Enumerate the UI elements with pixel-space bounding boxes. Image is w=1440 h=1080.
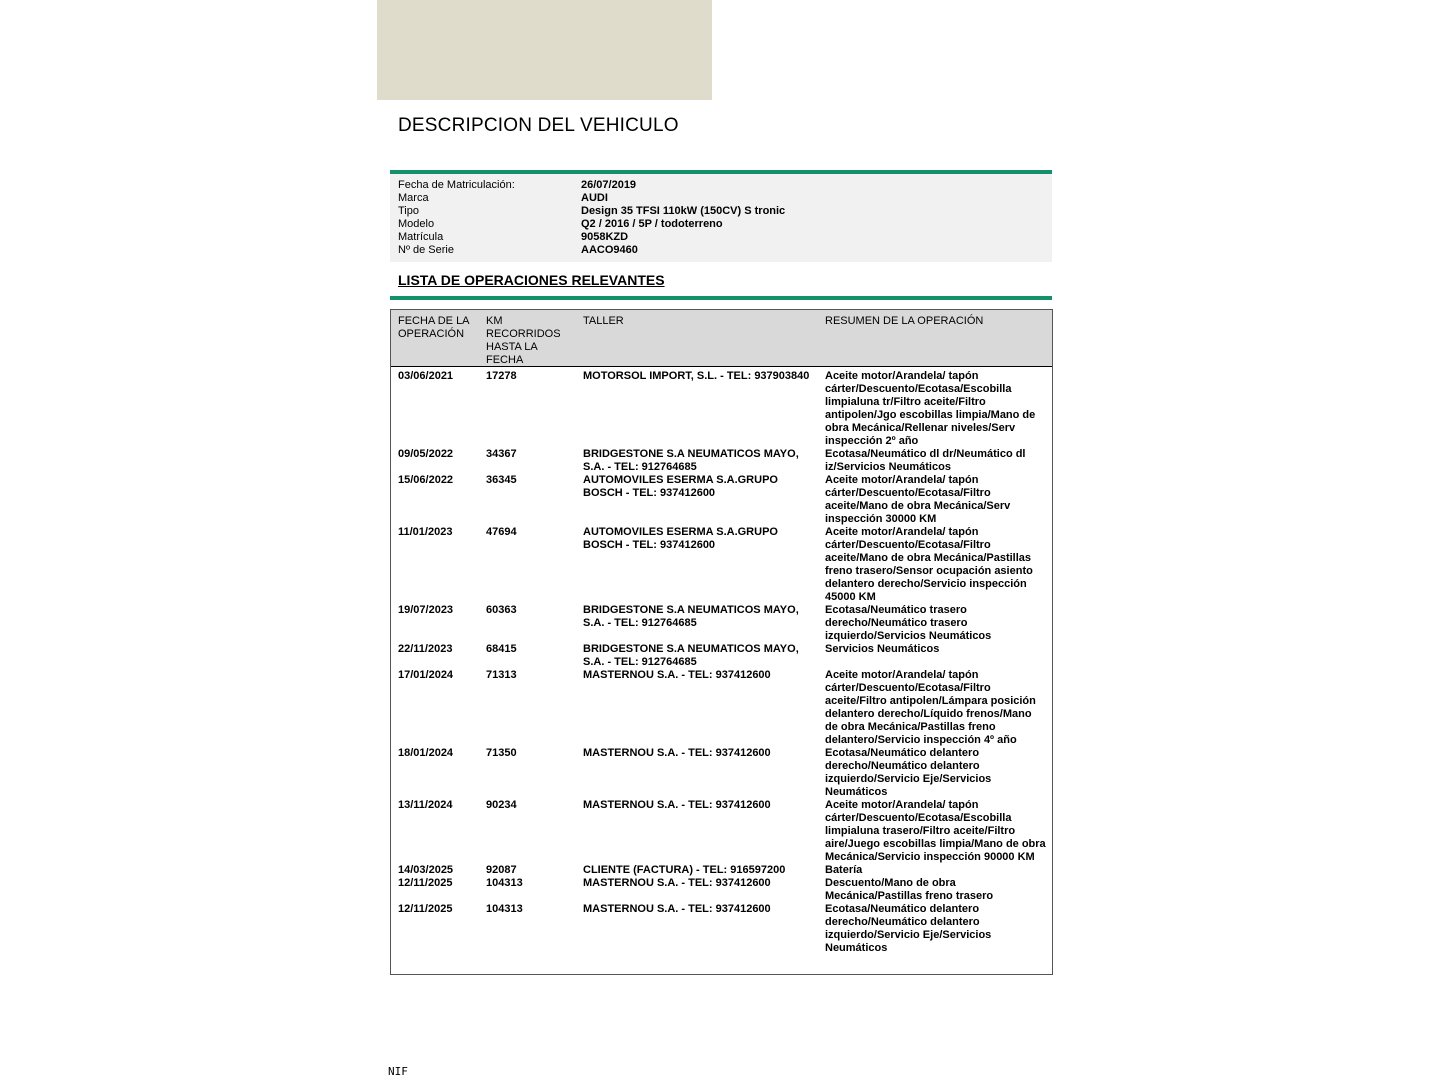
operation-date: 11/01/2023 <box>398 526 453 538</box>
operation-date: 15/06/2022 <box>398 474 454 486</box>
operation-summary: Descuento/Mano de obra Mecánica/Pastillas freno trasero <box>825 877 994 902</box>
vehicle-details <box>390 174 1052 262</box>
operation-summary: Aceite motor/Arandela/ tapón cárter/Descuento/Ecotasa/Filtro aceite/Mano de obra Mecánica/Serv inspección 30000 KM <box>825 474 1011 525</box>
operation-workshop: AUTOMOVILES ESERMA S.A.GRUPO BOSCH - TEL: 937412600 <box>583 526 778 551</box>
operation-date: 19/07/2023 <box>398 604 454 616</box>
operation-workshop: MOTORSOL IMPORT, S.L. - TEL: 937903840 <box>583 370 810 382</box>
operation-km: 90234 <box>486 799 517 811</box>
operation-summary: Aceite motor/Arandela/ tapón cárter/Descuento/Ecotasa/Filtro aceite/Mano de obra Mecánica/Pastillas freno trasero/Sensor ocupación asiento delantero derecho/Servicio inspección 45000 KM <box>825 526 1033 603</box>
operation-summary: Ecotasa/Neumático trasero derecho/Neumático trasero izquierdo/Servicios Neumáticos <box>825 604 992 642</box>
operation-km: 36345 <box>486 474 517 486</box>
column-header-km: KM RECORRIDOS HASTA LA FECHA <box>486 315 561 366</box>
operation-summary: Ecotasa/Neumático delantero derecho/Neumático delantero izquierdo/Servicio Eje/Servicios Neumáticos <box>825 903 992 954</box>
vehicle-value: AUDI <box>581 192 608 204</box>
operation-summary: Ecotasa/Neumático dl dr/Neumático dl iz/Servicios Neumáticos <box>825 448 1026 473</box>
operation-date: 17/01/2024 <box>398 669 454 681</box>
operation-date: 18/01/2024 <box>398 747 454 759</box>
operation-summary: Aceite motor/Arandela/ tapón cárter/Descuento/Ecotasa/Escobilla limpialuna trasero/Filtro aceite/Filtro aire/Juego escobillas limpia/Mano de obra Mecánica/Servicio inspección 90000 KM <box>825 799 1046 863</box>
table-row <box>391 643 1052 669</box>
operation-km: 92087 <box>486 864 517 876</box>
operation-workshop: AUTOMOVILES ESERMA S.A.GRUPO BOSCH - TEL: 937412600 <box>583 474 778 499</box>
operation-workshop: CLIENTE (FACTURA) - TEL: 916597200 <box>583 864 786 876</box>
operation-summary: Ecotasa/Neumático delantero derecho/Neumático delantero izquierdo/Servicio Eje/Servicios Neumáticos <box>825 747 992 798</box>
operation-workshop: BRIDGESTONE S.A NEUMATICOS MAYO, S.A. - TEL: 912764685 <box>583 643 799 668</box>
operation-date: 12/11/2025 <box>398 903 453 915</box>
operation-workshop: BRIDGESTONE S.A NEUMATICOS MAYO, S.A. - TEL: 912764685 <box>583 448 799 473</box>
operation-km: 71313 <box>486 669 517 681</box>
operations-section-title: LISTA DE OPERACIONES RELEVANTES <box>398 272 665 288</box>
operation-km: 68415 <box>486 643 517 655</box>
operation-workshop: MASTERNOU S.A. - TEL: 937412600 <box>583 669 771 681</box>
vehicle-value: 9058KZD <box>581 231 629 243</box>
logo-placeholder <box>377 0 712 100</box>
vehicle-value: 26/07/2019 <box>581 179 637 191</box>
operations-table-body <box>391 370 1052 955</box>
table-row <box>391 448 1052 474</box>
table-row <box>391 526 1052 604</box>
operation-date: 12/11/2025 <box>398 877 453 889</box>
column-header-resumen: RESUMEN DE LA OPERACIÓN <box>825 315 984 327</box>
operation-km: 60363 <box>486 604 517 616</box>
operation-workshop: MASTERNOU S.A. - TEL: 937412600 <box>583 903 771 915</box>
operation-date: 13/11/2024 <box>398 799 453 811</box>
vehicle-value: Design 35 TFSI 110kW (150CV) S tronic <box>581 205 786 217</box>
operation-summary: Batería <box>825 864 863 876</box>
operation-summary: Aceite motor/Arandela/ tapón cárter/Descuento/Ecotasa/Filtro aceite/Filtro antipolen/Lámpara posición delantero derecho/Líquido frenos/Mano de obra Mecánica/Pastillas freno delantero/Servicio inspección 4º año <box>825 669 1036 746</box>
table-row <box>391 669 1052 747</box>
column-header-fecha: FECHA DE LA OPERACIÓN <box>398 315 469 340</box>
operations-table-header <box>391 310 1052 367</box>
table-row <box>391 903 1052 955</box>
operation-date: 09/05/2022 <box>398 448 454 460</box>
footer-nif: NIF <box>388 1065 408 1078</box>
vehicle-label: Modelo <box>398 218 435 230</box>
operation-date: 22/11/2023 <box>398 643 453 655</box>
operation-workshop: MASTERNOU S.A. - TEL: 937412600 <box>583 877 771 889</box>
vehicle-label: Tipo <box>398 205 419 217</box>
table-row <box>391 799 1052 864</box>
vehicle-value: AACO9460 <box>581 244 638 256</box>
table-row <box>391 474 1052 526</box>
operation-km: 34367 <box>486 448 517 460</box>
table-row <box>391 604 1052 643</box>
vehicle-label: Fecha de Matriculación: <box>398 179 515 191</box>
operation-date: 14/03/2025 <box>398 864 454 876</box>
operation-km: 71350 <box>486 747 517 759</box>
vehicle-label: Nº de Serie <box>398 244 454 256</box>
operation-workshop: MASTERNOU S.A. - TEL: 937412600 <box>583 747 771 759</box>
vehicle-value: Q2 / 2016 / 5P / todoterreno <box>581 218 723 230</box>
table-row <box>391 864 1052 877</box>
column-header-taller: TALLER <box>583 315 624 327</box>
vehicle-label: Marca <box>398 192 429 204</box>
operation-km: 104313 <box>486 877 523 889</box>
section-divider-operations <box>390 296 1052 300</box>
operation-date: 03/06/2021 <box>398 370 454 382</box>
table-row <box>391 747 1052 799</box>
operation-workshop: MASTERNOU S.A. - TEL: 937412600 <box>583 799 771 811</box>
operations-table <box>390 309 1053 975</box>
operation-km: 104313 <box>486 903 523 915</box>
vehicle-label: Matrícula <box>398 231 444 243</box>
operation-summary: Aceite motor/Arandela/ tapón cárter/Descuento/Ecotasa/Escobilla limpialuna tr/Filtro aceite/Filtro antipolen/Jgo escobillas limpia/Mano de obra Mecánica/Rellenar niveles/Serv inspección 2º año <box>825 370 1036 447</box>
operation-workshop: BRIDGESTONE S.A NEUMATICOS MAYO, S.A. - TEL: 912764685 <box>583 604 799 629</box>
table-row <box>391 370 1052 448</box>
table-row <box>391 877 1052 903</box>
operation-km: 47694 <box>486 526 517 538</box>
operation-km: 17278 <box>486 370 517 382</box>
page-title: DESCRIPCION DEL VEHICULO <box>398 115 679 136</box>
operation-summary: Servicios Neumáticos <box>825 643 940 655</box>
